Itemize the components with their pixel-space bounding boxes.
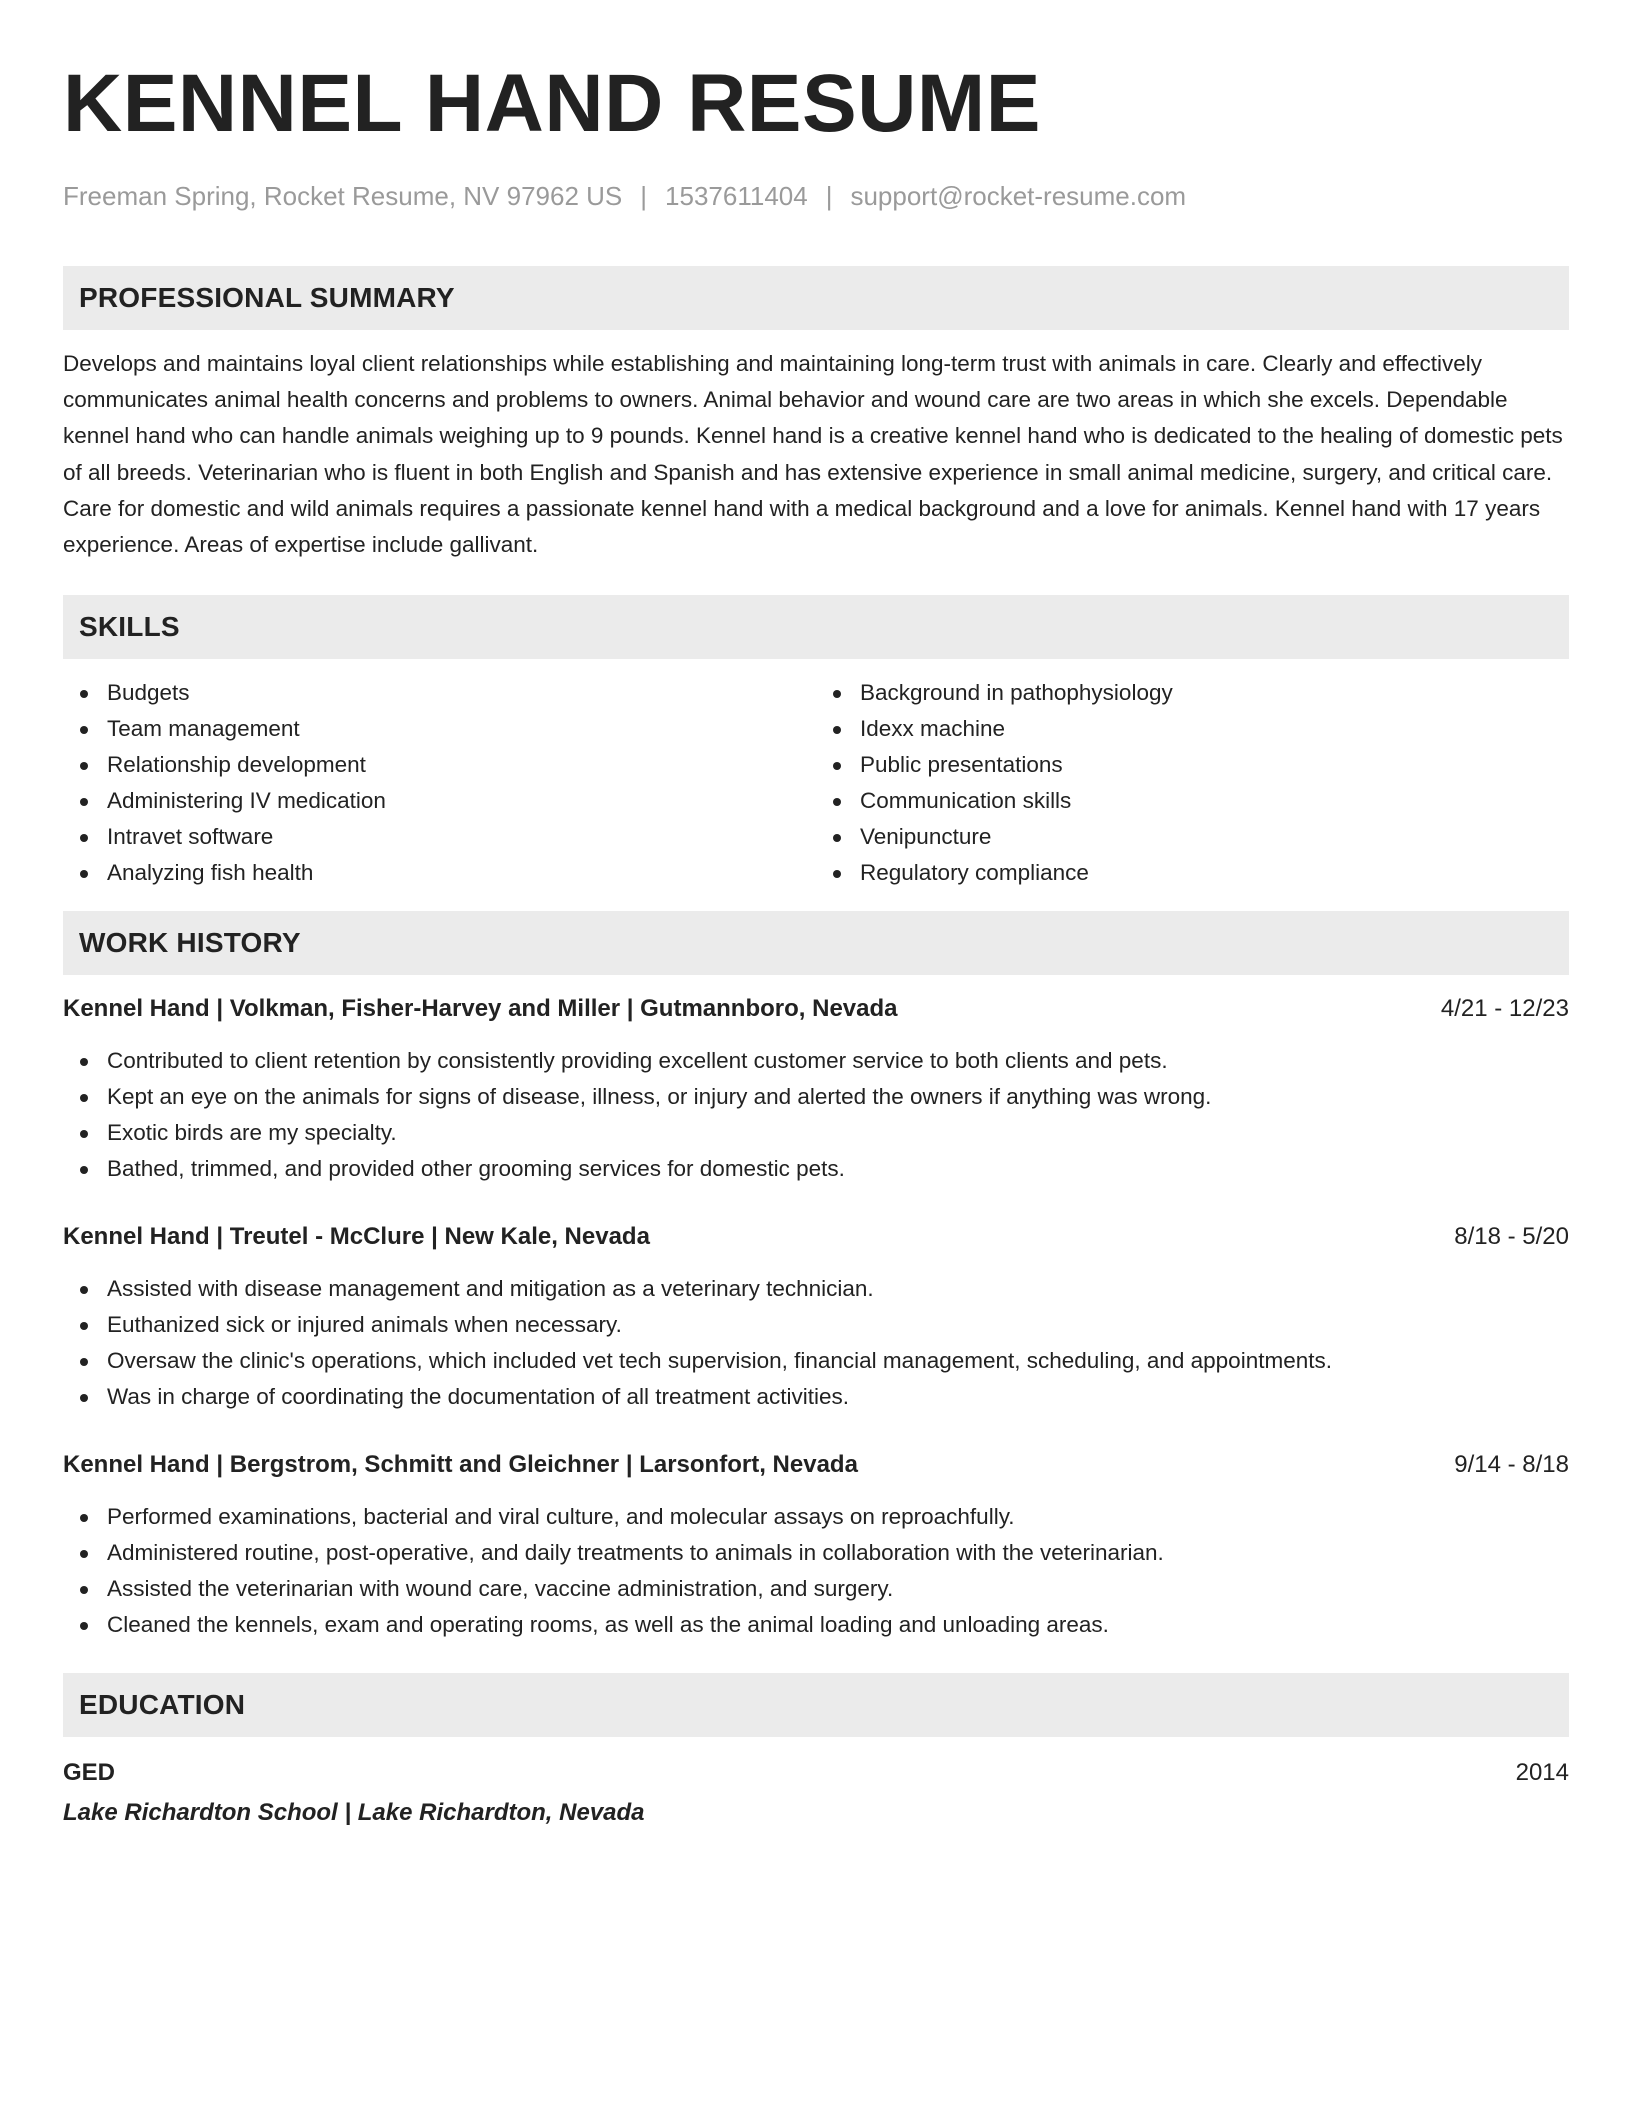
education-header (63, 1757, 1569, 1789)
section-heading-education: EDUCATION (63, 1673, 1569, 1737)
contact-separator: | (825, 181, 833, 211)
education-school: Lake Richardton School | Lake Richardton, Nevada (63, 1799, 645, 1827)
job-duty: Euthanized sick or injured animals when necessary. (63, 1307, 1569, 1343)
contact-separator: | (640, 181, 648, 211)
job-duty: Performed examinations, bacterial and viral culture, and molecular assays on reproachfully. (63, 1499, 1569, 1535)
job-header (63, 1449, 1569, 1481)
skill-item: Communication skills (816, 783, 1569, 819)
contact-phone: 1537611404 (665, 181, 808, 211)
skills-column-right (816, 675, 1569, 891)
skill-item: Public presentations (816, 747, 1569, 783)
job-entry (63, 993, 1569, 1187)
job-title: Kennel Hand | Treutel - McClure | New Kale, Nevada (63, 1223, 650, 1251)
section-heading-skills: SKILLS (63, 595, 1569, 659)
job-dates: 9/14 - 8/18 (1454, 1451, 1569, 1479)
job-title: Kennel Hand | Volkman, Fisher-Harvey and Miller | Gutmannboro, Nevada (63, 995, 898, 1023)
job-title: Kennel Hand | Bergstrom, Schmitt and Gleichner | Larsonfort, Nevada (63, 1451, 858, 1479)
job-duty: Administered routine, post-operative, and daily treatments to animals in collaboration with the veterinarian. (63, 1535, 1569, 1571)
skill-item: Administering IV medication (63, 783, 816, 819)
job-duties (63, 1499, 1569, 1643)
skill-item: Budgets (63, 675, 816, 711)
skills-column-left (63, 675, 816, 891)
contact-line (63, 180, 1569, 212)
contact-address: Freeman Spring, Rocket Resume, NV 97962 US (63, 181, 623, 211)
job-duty: Contributed to client retention by consistently providing excellent customer service to both clients and pets. (63, 1043, 1569, 1079)
job-duty: Cleaned the kennels, exam and operating rooms, as well as the animal loading and unloading areas. (63, 1607, 1569, 1643)
skill-item: Venipuncture (816, 819, 1569, 855)
job-dates: 8/18 - 5/20 (1454, 1223, 1569, 1251)
job-duty: Assisted the veterinarian with wound care, vaccine administration, and surgery. (63, 1571, 1569, 1607)
skill-item: Intravet software (63, 819, 816, 855)
job-header (63, 1221, 1569, 1253)
skill-item: Relationship development (63, 747, 816, 783)
job-duty: Assisted with disease management and mitigation as a veterinary technician. (63, 1271, 1569, 1307)
job-duty: Bathed, trimmed, and provided other grooming services for domestic pets. (63, 1151, 1569, 1187)
job-entry (63, 1221, 1569, 1415)
contact-email: support@rocket-resume.com (850, 181, 1187, 211)
job-duties (63, 1271, 1569, 1415)
education-year: 2014 (1515, 1759, 1569, 1787)
job-entry (63, 1449, 1569, 1643)
job-duties (63, 1043, 1569, 1187)
job-duty: Exotic birds are my specialty. (63, 1115, 1569, 1151)
skill-item: Idexx machine (816, 711, 1569, 747)
education-degree: GED (63, 1759, 116, 1787)
skill-item: Regulatory compliance (816, 855, 1569, 891)
skill-item: Analyzing fish health (63, 855, 816, 891)
job-header (63, 993, 1569, 1025)
section-heading-summary: PROFESSIONAL SUMMARY (63, 266, 1569, 330)
job-dates: 4/21 - 12/23 (1440, 995, 1569, 1023)
skill-item: Team management (63, 711, 816, 747)
job-duty: Oversaw the clinic's operations, which included vet tech supervision, financial management, scheduling, and appointments. (63, 1343, 1569, 1379)
section-heading-work-history: WORK HISTORY (63, 911, 1569, 975)
summary-text: Develops and maintains loyal client relationships while establishing and maintaining long-term trust with animals in care. Clearly and effectively communicates animal health concerns and problems to owners. Animal behavior and wound care are two areas in which she excels. Dependable kennel hand who can handle animals weighing up to 9 pounds. Kennel hand is a creative kennel hand who is dedicated to the healing of domestic pets of all breeds. Veterinarian who is fluent in both English and Spanish and has extensive experience in small animal medicine, surgery, and critical care. Care for domestic and wild animals requires a passionate kennel hand with a medical background and a love for animals. Kennel hand with 17 years experience. Areas of expertise include gallivant. (63, 351, 1563, 558)
skill-item: Background in pathophysiology (816, 675, 1569, 711)
job-duty: Was in charge of coordinating the documentation of all treatment activities. (63, 1379, 1569, 1415)
skills-grid (63, 675, 1569, 891)
resume-title: KENNEL HAND RESUME (63, 58, 1041, 149)
education-entry (63, 1757, 1569, 1829)
job-duty: Kept an eye on the animals for signs of disease, illness, or injury and alerted the owners if anything was wrong. (63, 1079, 1569, 1115)
